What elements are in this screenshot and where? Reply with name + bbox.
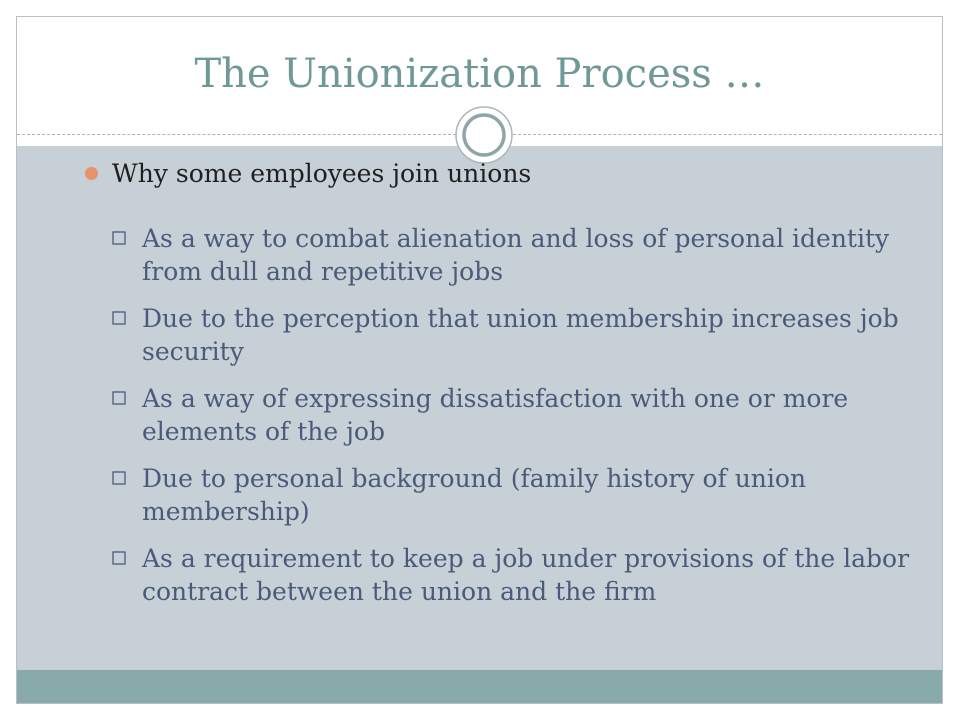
sub-bullet-text: Due to the perception that union membership increases job security [142, 304, 899, 366]
hollow-square-icon [112, 311, 126, 325]
sub-bullet-item [112, 462, 922, 528]
double-ring-circle-icon [454, 105, 514, 165]
slide-frame [16, 16, 943, 704]
sub-bullet-text: As a way of expressing dissatisfaction with one or more elements of the job [142, 384, 849, 446]
hollow-square-icon [112, 471, 126, 485]
sub-bullet-item [112, 542, 922, 608]
sub-bullet-list [112, 222, 922, 622]
hollow-square-icon [112, 231, 126, 245]
footer-band [17, 670, 942, 703]
sub-bullet-text: As a requirement to keep a job under provisions of the labor contract between the union and the firm [142, 544, 910, 606]
main-bullet [85, 159, 531, 188]
slide-title: The Unionization Process … [194, 51, 765, 97]
main-bullet-text: Why some employees join unions [112, 159, 532, 188]
sub-bullet-item [112, 382, 922, 448]
sub-bullet-item [112, 222, 922, 288]
hollow-square-icon [112, 391, 126, 405]
sub-bullet-text: Due to personal background (family history of union membership) [142, 464, 807, 526]
hollow-square-icon [112, 551, 126, 565]
filled-dot-icon [85, 167, 98, 180]
sub-bullet-text: As a way to combat alienation and loss of personal identity from dull and repetitive jobs [142, 224, 890, 286]
sub-bullet-item [112, 302, 922, 368]
